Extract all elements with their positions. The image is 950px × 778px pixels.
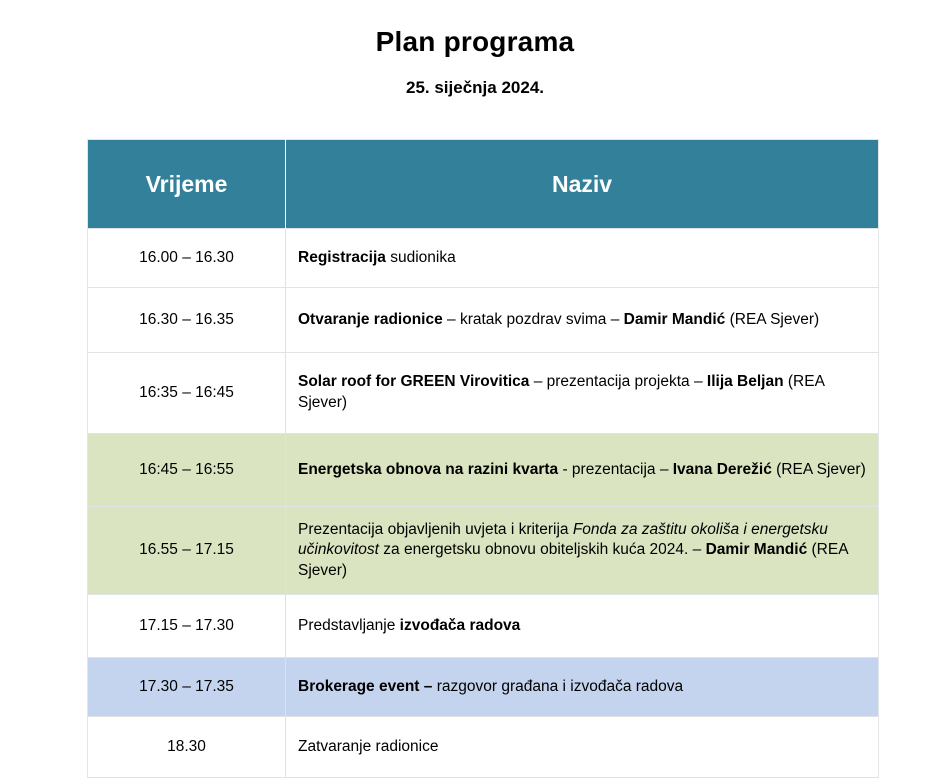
text-segment: sudionika	[385, 248, 456, 266]
text-segment: Otvaranje radionice	[298, 310, 443, 328]
text-segment: (REA Sjever)	[298, 373, 825, 411]
table-header	[88, 140, 879, 229]
text-segment: Registracija	[298, 248, 386, 266]
cell-title	[286, 434, 879, 507]
cell-title	[286, 353, 879, 434]
text-segment: – prezentacija projekta –	[529, 373, 707, 391]
text-segment: Zatvaranje radionice	[298, 737, 439, 755]
cell-time: 16.00 – 16.30	[88, 229, 286, 288]
text-segment: (REA Sjever)	[771, 460, 866, 478]
cell-title	[286, 658, 879, 717]
schedule-table	[87, 139, 879, 778]
cell-time: 16.55 – 17.15	[88, 507, 286, 595]
text-segment: za energetsku obnovu obiteljskih kuća 2024. –	[378, 541, 706, 559]
text-segment: - prezentacija –	[558, 460, 673, 478]
page-title: Plan programa	[375, 26, 575, 57]
text-segment: (REA Sjever)	[725, 310, 820, 328]
text-segment: Solar roof for GREEN Virovitica	[298, 373, 530, 391]
cell-title	[286, 595, 879, 658]
table-row	[88, 658, 879, 717]
text-segment: Ilija Beljan	[706, 373, 784, 391]
text-segment: – kratak pozdrav svima –	[442, 310, 624, 328]
table-row	[88, 434, 879, 507]
table-body	[88, 229, 879, 778]
cell-time: 16:35 – 16:45	[88, 353, 286, 434]
cell-time: 17.15 – 17.30	[88, 595, 286, 658]
text-segment: Damir Mandić	[623, 310, 726, 328]
text-segment: Energetska obnova na razini kvarta	[298, 460, 559, 478]
page-subtitle: 25. siječnja 2024.	[406, 78, 544, 98]
text-segment: (REA Sjever)	[298, 541, 848, 579]
text-segment: Ivana Derežić	[672, 460, 772, 478]
text-segment: izvođača radova	[399, 616, 521, 634]
table-row	[88, 288, 879, 353]
column-header-time: Vrijeme	[88, 140, 286, 229]
table-header-row	[88, 140, 879, 229]
cell-time: 18.30	[88, 717, 286, 778]
cell-title	[286, 288, 879, 353]
cell-title	[286, 507, 879, 595]
text-segment: Predstavljanje	[298, 616, 400, 634]
cell-time: 16.30 – 16.35	[88, 288, 286, 353]
text-segment: razgovor građana i izvođača radova	[432, 677, 684, 695]
text-segment: Brokerage event –	[298, 677, 433, 695]
column-header-title: Naziv	[286, 140, 879, 229]
table-row	[88, 507, 879, 595]
schedule-table-container	[87, 139, 878, 778]
cell-time: 17.30 – 17.35	[88, 658, 286, 717]
table-row	[88, 353, 879, 434]
text-segment: Damir Mandić	[705, 541, 808, 559]
table-row	[88, 595, 879, 658]
table-row	[88, 717, 879, 778]
cell-time: 16:45 – 16:55	[88, 434, 286, 507]
cell-title	[286, 717, 879, 778]
cell-title	[286, 229, 879, 288]
text-segment: Fonda za zaštitu okoliša i energetsku učinkovitost	[298, 520, 828, 559]
text-segment: Prezentacija objavljenih uvjeta i kriterija	[298, 520, 573, 538]
document-header	[0, 0, 950, 98]
table-row	[88, 229, 879, 288]
